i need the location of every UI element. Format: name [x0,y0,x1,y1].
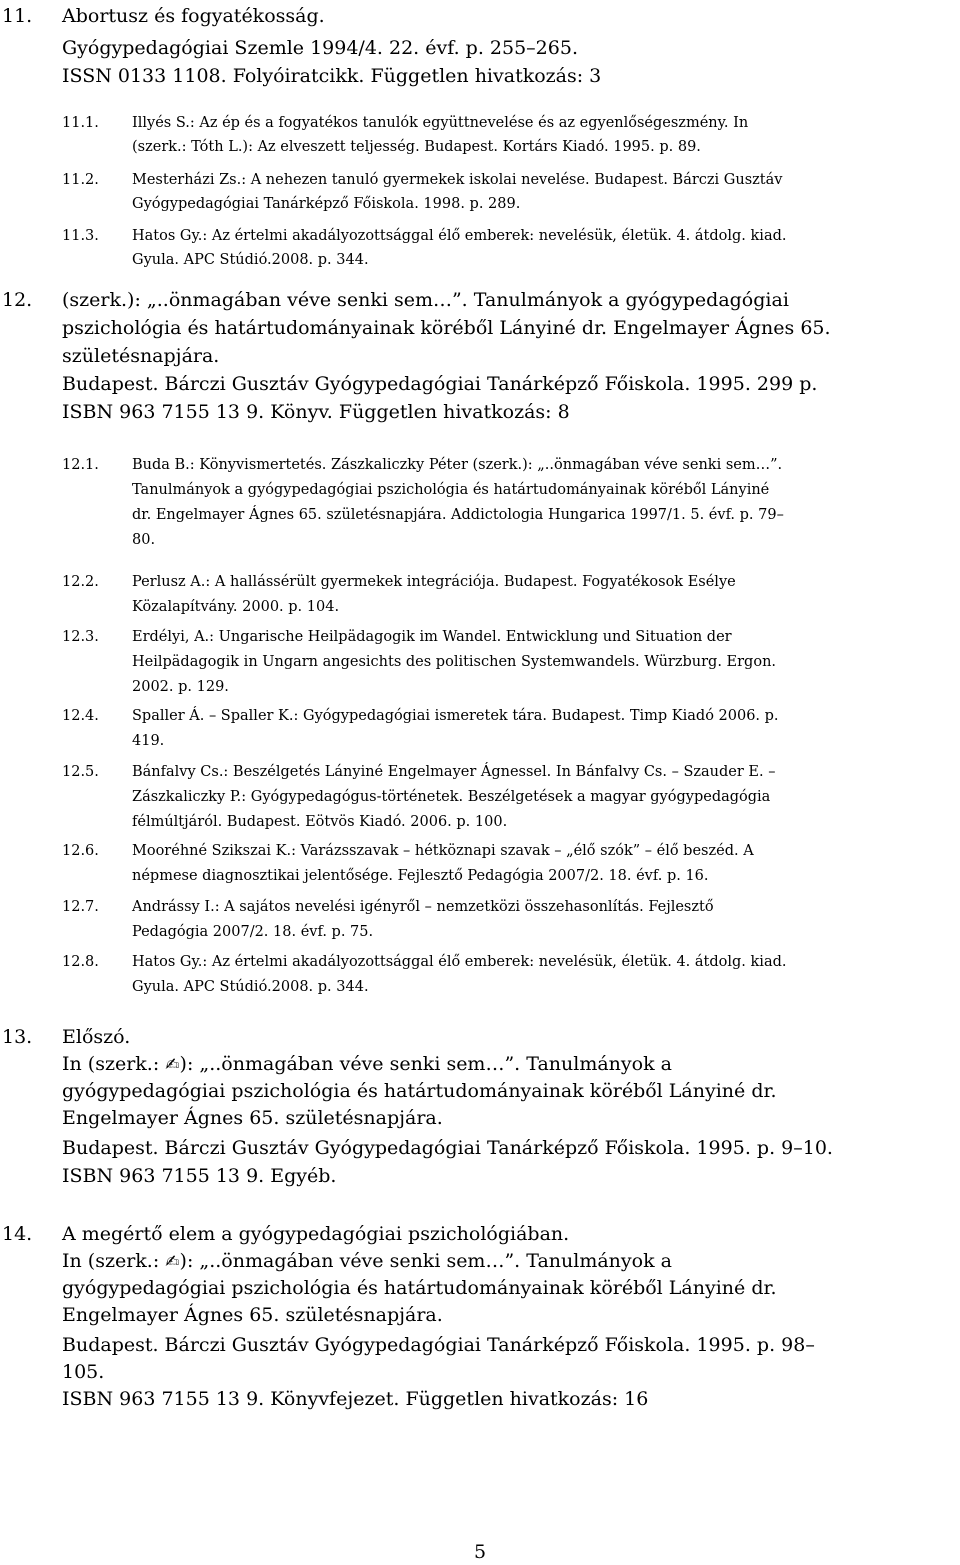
citation-line: 80. [132,532,156,548]
citation-number: 11.2. [62,172,99,188]
entry-number: 11. [2,5,33,27]
citation-number: 12.7. [62,899,99,915]
citation-number: 12.1. [62,457,99,473]
entry-line: Gyógypedagógiai Szemle 1994/4. 22. évf. p. 255–265. [62,37,578,59]
citation-line: Mesterházi Zs.: A nehezen tanuló gyermekek iskolai nevelése. Budapest. Bárczi Gusztáv [132,172,783,188]
citation-number: 12.3. [62,629,99,645]
citation-line: Illyés S.: Az ép és a fogyatékos tanulók együttnevelése és az egyenlőségeszmény. In [132,115,749,131]
entry-line: Engelmayer Ágnes 65. születésnapjára. [62,1304,443,1326]
citation-line: Perlusz A.: A hallássérült gyermekek integrációja. Budapest. Fogyatékosok Esélye [132,574,736,590]
citation-line: (szerk.: Tóth L.): Az elveszett teljesség. Budapest. Kortárs Kiadó. 1995. p. 89. [132,139,701,155]
entry-number: 12. [2,289,33,311]
citation-number: 12.4. [62,708,99,724]
entry-title: A megértő elem a gyógypedagógiai pszichológiában. [62,1223,570,1245]
citation-number: 12.6. [62,843,99,859]
entry-title: Abortusz és fogyatékosság. [62,5,325,27]
citation-number: 11.1. [62,115,99,131]
entry-number: 13. [2,1026,33,1048]
citation-line: 419. [132,733,165,749]
entry-line: ISBN 963 7155 13 9. Egyéb. [62,1165,337,1187]
citation-line: Bánfalvy Cs.: Beszélgetés Lányiné Engelmayer Ágnessel. In Bánfalvy Cs. – Szauder E. – [132,764,776,780]
entry-line: ISSN 0133 1108. Folyóiratcikk. Független hivatkozás: 3 [62,65,602,87]
citation-line: Spaller Á. – Spaller K.: Gyógypedagógiai ismeretek tára. Budapest. Timp Kiadó 2006. p. [132,708,779,724]
entry-line: 105. [62,1361,105,1383]
pen-icon: ✍ [165,1055,180,1075]
entry-line: Budapest. Bárczi Gusztáv Gyógypedagógiai Tanárképző Főiskola. 1995. 299 p. [62,373,818,395]
citation-line: Erdélyi, A.: Ungarische Heilpädagogik im Wandel. Entwicklung und Situation der [132,629,732,645]
citation-number: 12.8. [62,954,99,970]
citation-line: Heilpädagogik in Ungarn angesichts des politischen Systemwandels. Würzburg. Ergon. [132,654,777,670]
citation-line: dr. Engelmayer Ágnes 65. születésnapjára. Addictologia Hungarica 1997/1. 5. évf. p. 79– [132,507,784,523]
citation-line: Hatos Gy.: Az értelmi akadályozottsággal élő emberek: nevelésük, életük. 4. átdolg. kiad. [132,228,787,244]
entry-line: Budapest. Bárczi Gusztáv Gyógypedagógiai Tanárképző Főiskola. 1995. p. 98– [62,1334,815,1356]
citation-line: Pedagógia 2007/2. 18. évf. p. 75. [132,924,374,940]
in-prefix: In (szerk.: [62,1053,166,1075]
entry-line: születésnapjára. [62,345,220,367]
in-suffix: ): „..önmagában véve senki sem…”. Tanulmányok a [179,1053,672,1075]
entry-title: Előszó. [62,1026,131,1048]
entry-line: Budapest. Bárczi Gusztáv Gyógypedagógiai Tanárképző Főiskola. 1995. p. 9–10. [62,1137,833,1159]
citation-line: Gyula. APC Stúdió.2008. p. 344. [132,979,369,995]
citation-line: 2002. p. 129. [132,679,229,695]
citation-line: félmúltjáról. Budapest. Eötvös Kiadó. 2006. p. 100. [132,814,508,830]
citation-line: Andrássy I.: A sajátos nevelési igényről – nemzetközi összehasonlítás. Fejlesztő [132,899,714,915]
citation-line: Gyógypedagógiai Tanárképző Főiskola. 1998. p. 289. [132,196,521,212]
entry-in-line [62,1052,672,1078]
citation-number: 12.5. [62,764,99,780]
citation-line: Közalapítvány. 2000. p. 104. [132,599,340,615]
entry-line: pszichológia és határtudományainak köréből Lányiné dr. Engelmayer Ágnes 65. [62,317,831,339]
entry-line: ISBN 963 7155 13 9. Könyv. Független hivatkozás: 8 [62,401,570,423]
citation-number: 11.3. [62,228,99,244]
entry-in-line [62,1249,672,1275]
citation-line: népmese diagnosztikai jelentősége. Fejlesztő Pedagógia 2007/2. 18. évf. p. 16. [132,868,709,884]
citation-line: Buda B.: Könyvismertetés. Zászkaliczky Péter (szerk.): „..önmagában véve senki sem…”. [132,457,783,473]
entry-number: 14. [2,1223,33,1245]
in-suffix: ): „..önmagában véve senki sem…”. Tanulmányok a [179,1250,672,1272]
citation-number: 12.2. [62,574,99,590]
in-prefix: In (szerk.: [62,1250,166,1272]
citation-line: Tanulmányok a gyógypedagógiai pszichológia és határtudományainak köréből Lányiné [132,482,770,498]
entry-line: gyógypedagógiai pszichológia és határtudományainak köréből Lányiné dr. [62,1080,777,1102]
citation-line: Gyula. APC Stúdió.2008. p. 344. [132,252,369,268]
entry-title: (szerk.): „..önmagában véve senki sem…”. Tanulmányok a gyógypedagógiai [62,289,789,311]
citation-line: Mooréhné Szikszai K.: Varázsszavak – hétköznapi szavak – „élő szók” – élő beszéd. A [132,843,754,859]
citation-line: Hatos Gy.: Az értelmi akadályozottsággal élő emberek: nevelésük, életük. 4. átdolg. kiad. [132,954,787,970]
entry-line: ISBN 963 7155 13 9. Könyvfejezet. Független hivatkozás: 16 [62,1388,649,1410]
page-number: 5 [473,1541,487,1563]
entry-line: gyógypedagógiai pszichológia és határtudományainak köréből Lányiné dr. [62,1277,777,1299]
citation-line: Zászkaliczky P.: Gyógypedagógus-történetek. Beszélgetések a magyar gyógypedagógia [132,789,771,805]
entry-line: Engelmayer Ágnes 65. születésnapjára. [62,1107,443,1129]
pen-icon: ✍ [165,1252,180,1272]
